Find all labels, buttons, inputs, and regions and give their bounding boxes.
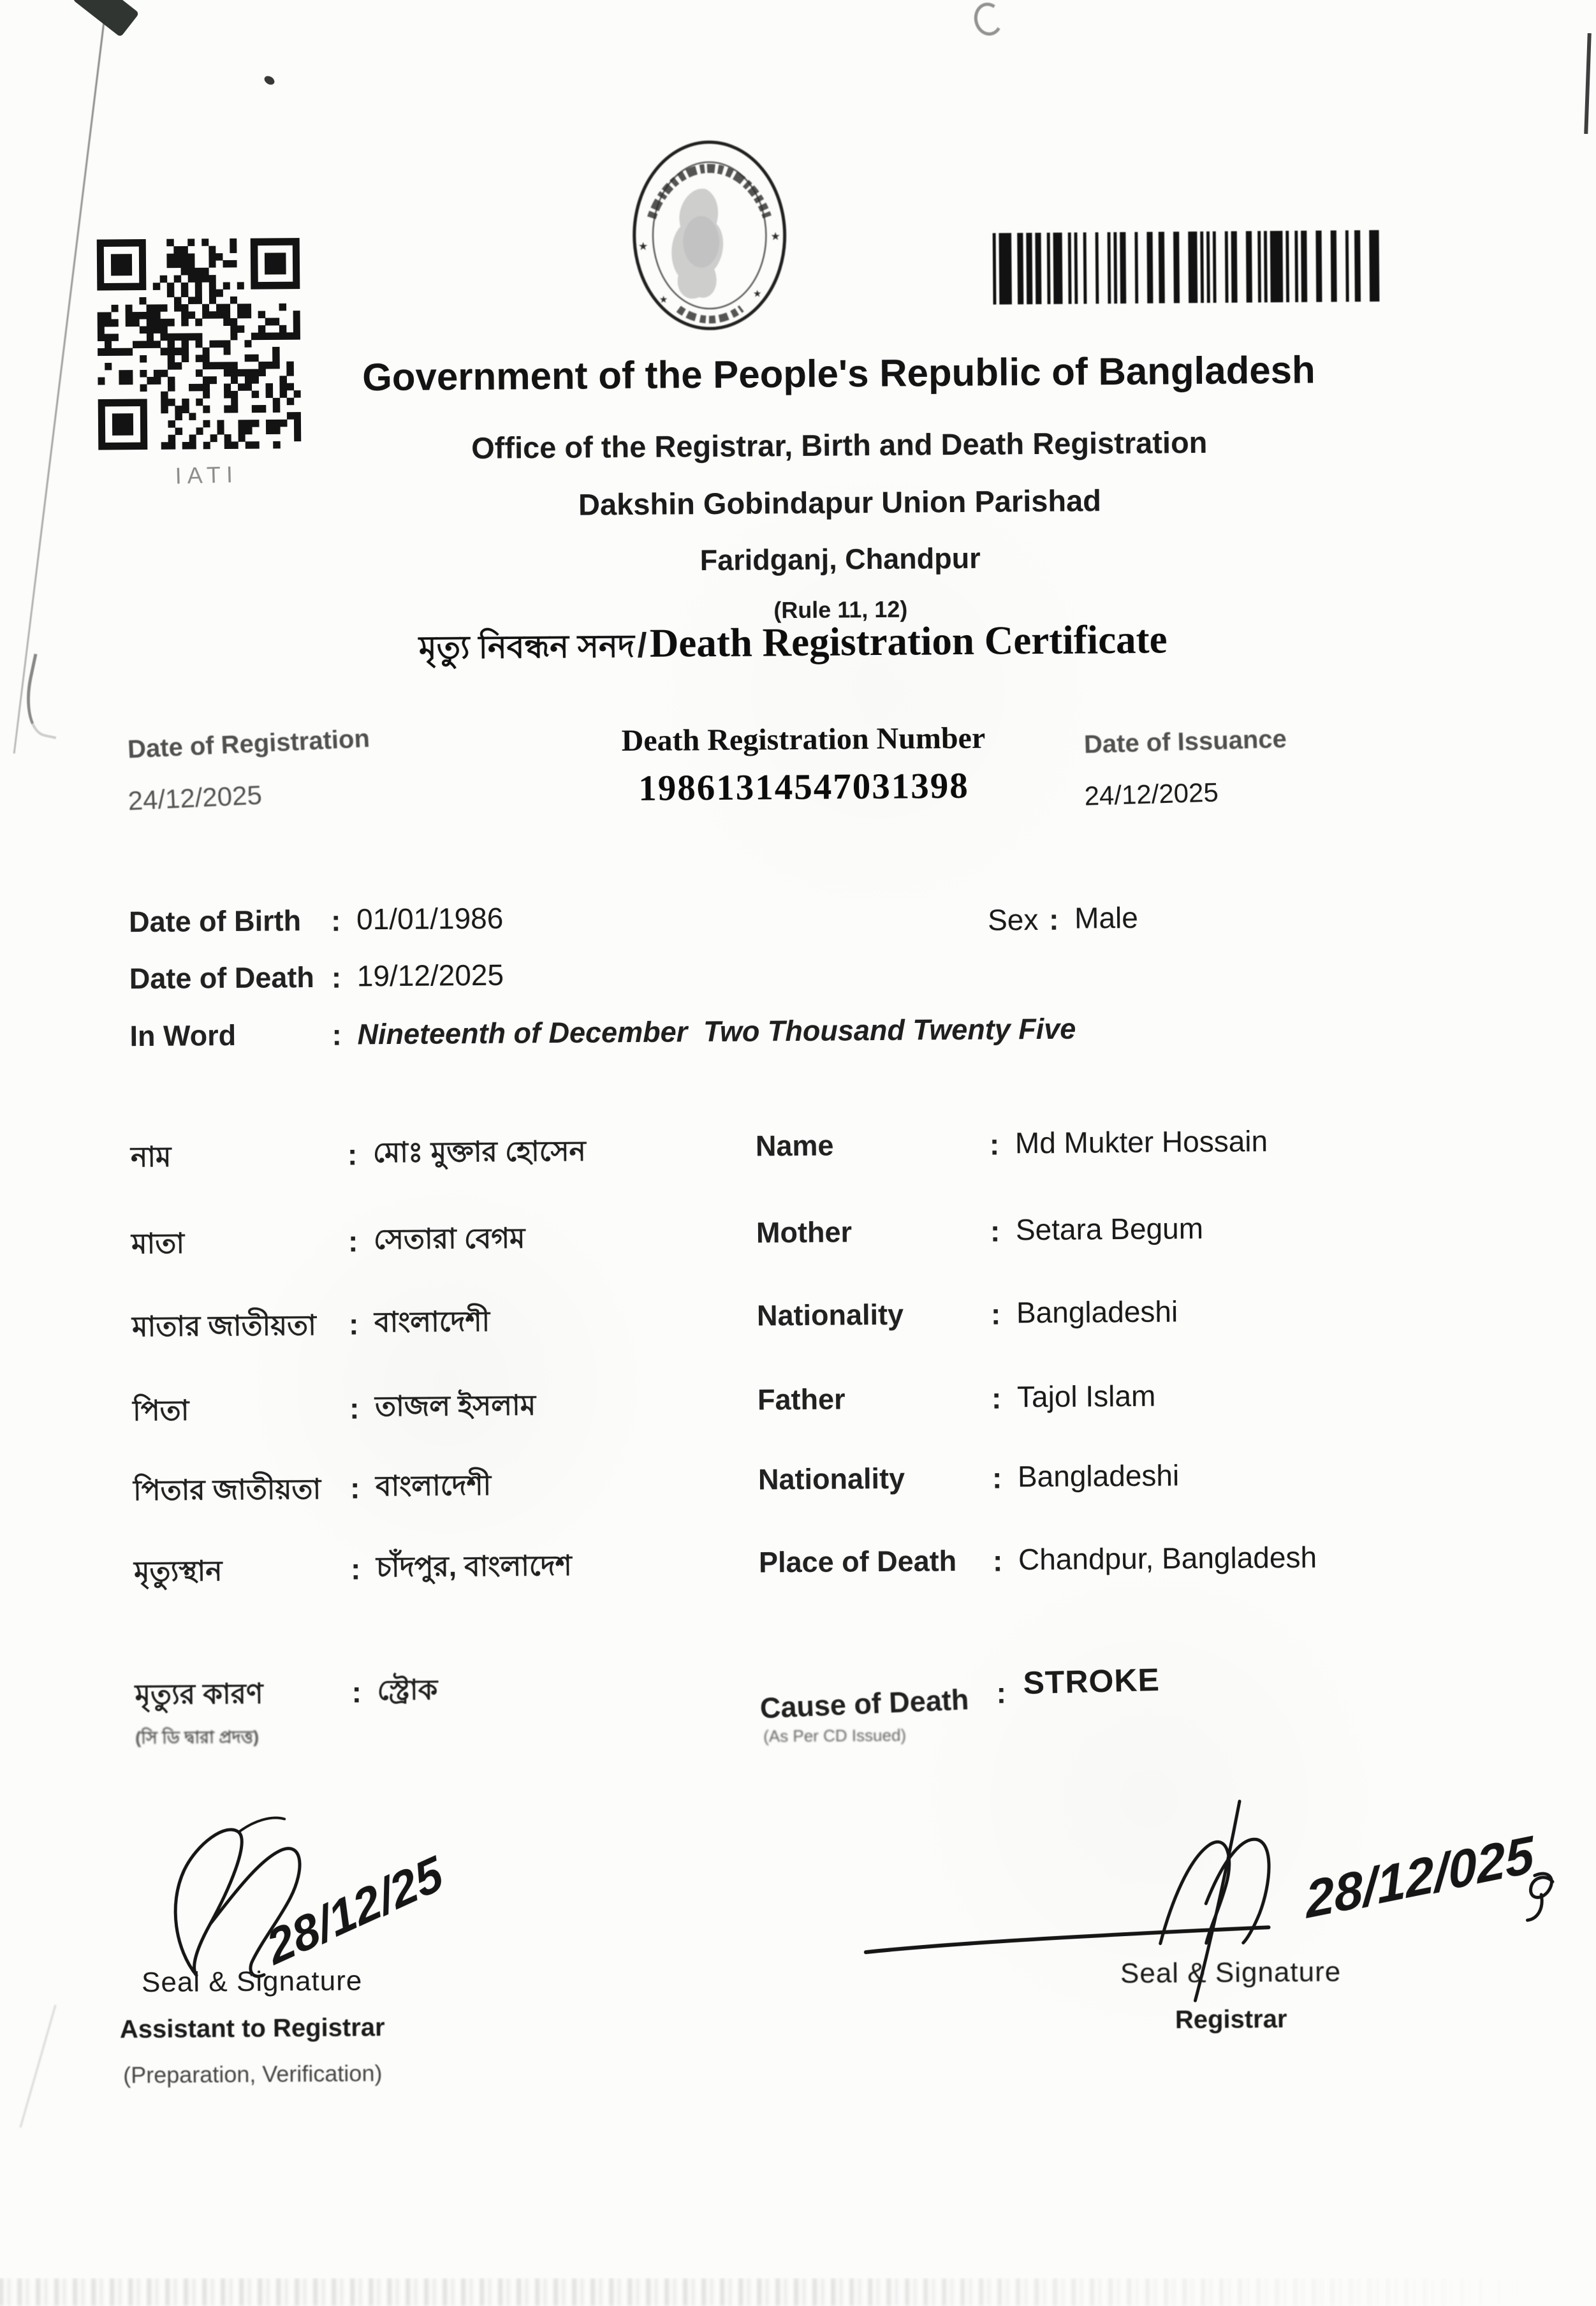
field-en-colon: : bbox=[992, 1544, 1003, 1578]
field-en-value: Md Mukter Hossain bbox=[1014, 1124, 1268, 1160]
svg-text:★: ★ bbox=[638, 239, 648, 253]
seal-signature-right-label: Seal & Signature bbox=[1120, 1956, 1342, 1990]
field-en-colon: : bbox=[991, 1381, 1002, 1415]
field-en-value: Tajol Islam bbox=[1016, 1379, 1156, 1414]
handwritten-date-right: 28/12/025 bbox=[1303, 1825, 1536, 1930]
certificate-title-bn: মৃত্যু নিবন্ধন সনদ bbox=[418, 628, 635, 666]
government-seal-icon bbox=[628, 136, 790, 334]
header-rule: (Rule 11, 12) bbox=[773, 596, 908, 624]
header-line-office: Office of the Registrar, Birth and Death Registration bbox=[471, 425, 1208, 465]
field-bn-value: বাংলাদেশী bbox=[375, 1469, 492, 1502]
field-bn-colon: : bbox=[349, 1392, 360, 1425]
field-en-value: STROKE bbox=[1022, 1661, 1160, 1701]
issuance-date-value: 24/12/2025 bbox=[1083, 777, 1219, 811]
field-bn-label: পিতার জাতীয়তা bbox=[133, 1473, 321, 1507]
field-bn-colon: : bbox=[348, 1307, 359, 1341]
field-en-label: Place of Death bbox=[758, 1545, 957, 1579]
field-en-colon: : bbox=[989, 1127, 1000, 1161]
svg-text:★: ★ bbox=[752, 288, 762, 300]
field-bn-label: পিতা bbox=[132, 1395, 189, 1427]
header-line-union: Dakshin Gobindapur Union Parishad bbox=[578, 483, 1102, 522]
header-line-district: Faridganj, Chandpur bbox=[699, 541, 981, 577]
cause-note-bn: (সি ডি দ্বারা প্রদত্ত) bbox=[135, 1727, 260, 1748]
field-bn-value: সেতারা বেগম bbox=[373, 1223, 525, 1256]
registration-number-value: 19861314547031398 bbox=[638, 765, 969, 809]
registration-date-value: 24/12/2025 bbox=[127, 779, 263, 816]
field-en-colon: : bbox=[992, 1461, 1002, 1495]
field-en-value: Bangladeshi bbox=[1017, 1458, 1180, 1494]
registration-number-label: Death Registration Number bbox=[621, 721, 986, 758]
field-bn-value: বাংলাদেশী bbox=[374, 1305, 490, 1339]
field-bn-label: মৃত্যুস্থান bbox=[133, 1555, 223, 1588]
field-en-label: Cause of Death bbox=[759, 1683, 970, 1725]
sex-label: Sex bbox=[987, 903, 1039, 937]
field-bn-colon: : bbox=[348, 1224, 358, 1258]
field-bn-colon: : bbox=[351, 1675, 362, 1709]
field-bn-label: মৃত্যুর কারণ bbox=[135, 1678, 263, 1711]
assistant-registrar-label: Assistant to Registrar bbox=[119, 2013, 385, 2044]
inword-value: Nineteenth of December Two Thousand Twenty Five bbox=[357, 1012, 1076, 1051]
preparation-verification-note: (Preparation, Verification) bbox=[123, 2060, 383, 2089]
svg-text:★: ★ bbox=[659, 294, 668, 305]
registration-date-label: Date of Registration bbox=[127, 724, 370, 764]
field-en-colon: : bbox=[996, 1676, 1007, 1710]
handwritten-date-left: 28/12/25 bbox=[260, 1846, 450, 1976]
qr-code-icon bbox=[97, 238, 302, 450]
barcode-icon bbox=[993, 230, 1384, 305]
field-bn-colon: : bbox=[349, 1471, 360, 1505]
scan-bottom-smudge bbox=[0, 2278, 1596, 2306]
inword-colon: : bbox=[332, 1018, 342, 1052]
cause-note-en: (As Per CD Issued) bbox=[763, 1725, 907, 1746]
field-en-label: Name bbox=[755, 1129, 834, 1163]
dod-label: Date of Death bbox=[129, 960, 315, 995]
field-en-label: Mother bbox=[756, 1215, 853, 1249]
dod-value: 19/12/2025 bbox=[356, 958, 504, 993]
sex-value: Male bbox=[1074, 900, 1139, 935]
field-en-value: Chandpur, Bangladesh bbox=[1018, 1540, 1317, 1576]
field-bn-value: মোঃ মুক্তার হোসেন bbox=[372, 1135, 586, 1169]
certificate-title-separator: / bbox=[637, 626, 647, 665]
qr-caption: IATI bbox=[175, 460, 239, 489]
issuance-date-label: Date of Issuance bbox=[1083, 724, 1287, 759]
field-bn-value: স্ট্রোক bbox=[377, 1674, 438, 1707]
field-en-label: Nationality bbox=[756, 1298, 904, 1332]
dob-colon: : bbox=[330, 904, 341, 937]
svg-text:★: ★ bbox=[770, 230, 780, 243]
dod-colon: : bbox=[331, 960, 342, 994]
inword-label: In Word bbox=[129, 1018, 237, 1053]
field-bn-label: নাম bbox=[130, 1141, 172, 1173]
field-en-value: Bangladeshi bbox=[1016, 1295, 1178, 1330]
registrar-label: Registrar bbox=[1175, 2005, 1287, 2034]
dob-value: 01/01/1986 bbox=[356, 901, 504, 936]
field-en-label: Father bbox=[757, 1383, 846, 1416]
sex-colon: : bbox=[1048, 902, 1059, 936]
field-bn-colon: : bbox=[347, 1138, 358, 1171]
field-en-value: Setara Begum bbox=[1015, 1212, 1204, 1247]
field-bn-label: মাতা bbox=[131, 1228, 185, 1260]
header-line-country: Government of the People's Republic of Bangladesh bbox=[362, 348, 1315, 399]
seal-signature-left-label: Seal & Signature bbox=[141, 1965, 363, 1999]
certificate-title-en: Death Registration Certificate bbox=[649, 617, 1168, 666]
field-bn-label: মাতার জাতীয়তা bbox=[131, 1309, 317, 1343]
field-bn-value: তাজল ইসলাম bbox=[374, 1390, 536, 1423]
field-en-label: Nationality bbox=[758, 1462, 905, 1496]
field-en-colon: : bbox=[990, 1214, 1000, 1248]
field-bn-colon: : bbox=[350, 1552, 361, 1586]
field-en-colon: : bbox=[990, 1297, 1001, 1331]
dob-label: Date of Birth bbox=[128, 904, 302, 939]
field-bn-value: চাঁদপুর, বাংলাদেশ bbox=[376, 1550, 572, 1583]
